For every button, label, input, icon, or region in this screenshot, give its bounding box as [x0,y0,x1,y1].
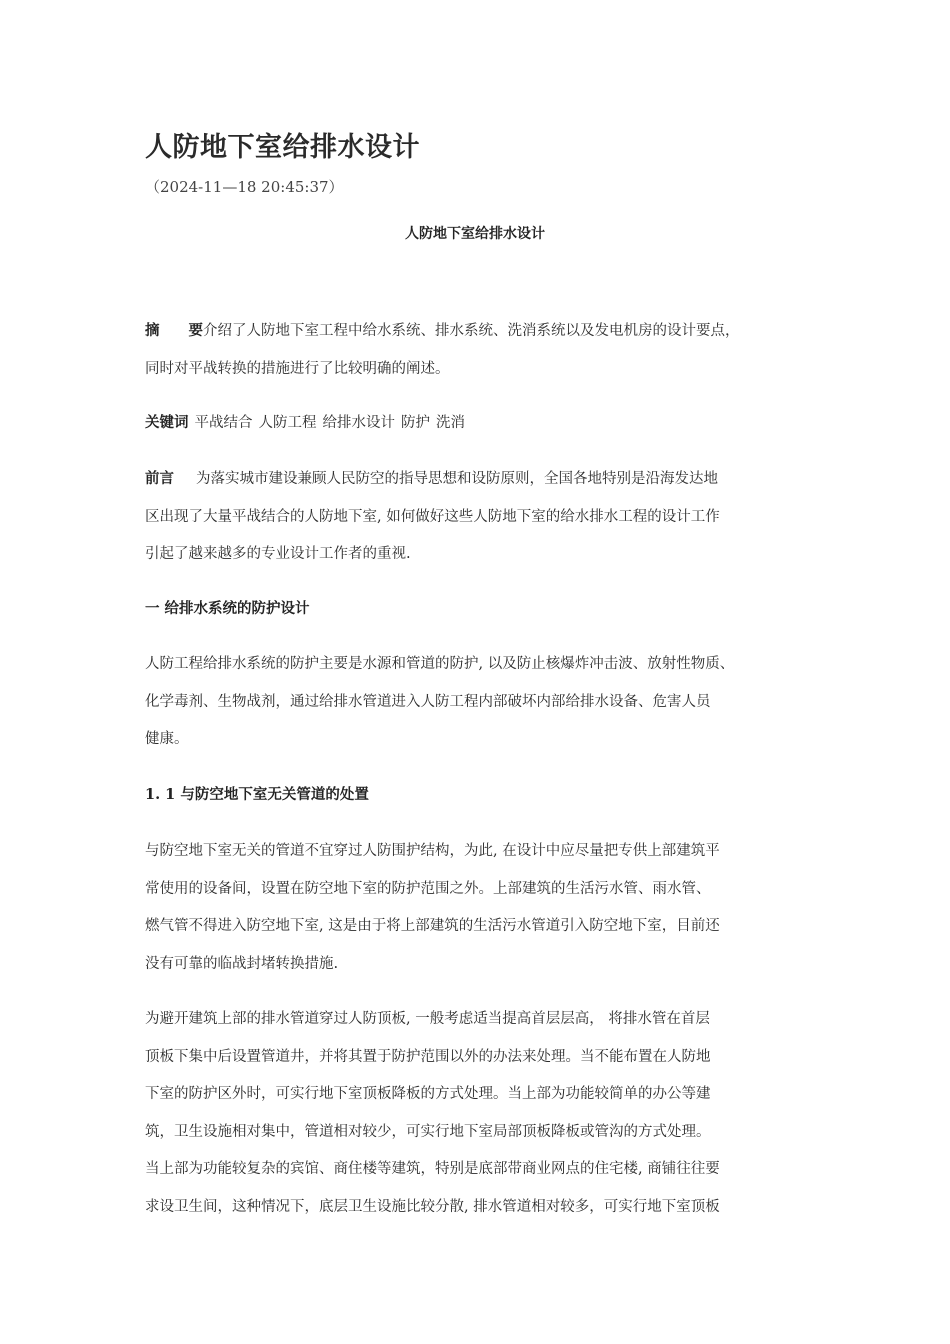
paragraph-line: 健康。 [145,731,189,747]
paragraph-line: 化学毒剂、生物战剂，通过给排水管道进入人防工程内部破坏内部给排水设备、危害人员 [145,693,711,710]
subsection-heading: 1. 1 与防空地下室无关管道的处置 [145,786,369,803]
abstract-line [145,312,817,351]
paragraph-line: 人防工程给排水系统的防护主要是水源和管道的防护, 以及防止核爆炸冲击波、放射性物质、 [145,656,735,672]
publish-timestamp: （2024-11—18 20:45:37） [145,178,344,196]
paragraph-line: 为避开建筑上部的排水管道穿过人防顶板, 一般考虑适当提高首层层高， 将排水管在首层 [145,1011,710,1027]
paragraph-line: 求设卫生间，这种情况下，底层卫生设施比较分散, 排水管道相对较多，可实行地下室顶板 [145,1198,720,1215]
abstract-label: 摘 要 [145,322,203,339]
section-heading: 一 给排水系统的防护设计 [145,600,310,617]
section11-paragraph-2 [145,1001,817,1226]
keywords-line [145,404,817,443]
paragraph-line: 常使用的设备间，设置在防空地下室的防护范围之外。上部建筑的生活污水管、雨水管、 [145,880,711,897]
paragraph-line: 与防空地下室无关的管道不宜穿过人防围护结构，为此, 在设计中应尽量把专供上部建筑平 [145,843,720,859]
keyword: 平战结合 [194,415,253,431]
abstract-paragraph [145,312,817,388]
paragraph-line: 没有可靠的临战封堵转换措施. [145,955,339,972]
keyword: 洗消 [436,415,465,431]
keywords-paragraph [145,404,817,443]
preface-line: 引起了越来越多的专业设计工作者的重视. [145,546,411,562]
keyword: 给排水设计 [322,415,395,431]
paragraph-line: 当上部为功能较复杂的宾馆、商住楼等建筑，特别是底部带商业网点的住宅楼, 商铺往往要 [145,1161,720,1177]
keywords-label: 关键词 [145,414,189,431]
keyword: 防护 [401,415,430,431]
abstract-line: 同时对平战转换的措施进行了比较明确的阐述。 [145,360,450,377]
page-title: 人防地下室给排水设计 [145,132,420,163]
section11-paragraph-1 [145,833,817,983]
preface-line: 区出现了大量平战结合的人防地下室, 如何做好这些人防地下室的给水排水工程的设计工作 [145,508,720,525]
paragraph-line: 燃气管不得进入防空地下室, 这是由于将上部建筑的生活污水管道引入防空地下室，目前还 [145,918,720,934]
section1-paragraph [145,646,817,759]
paragraph-line: 顶板下集中后设置管道井，并将其置于防护范围以外的办法来处理。当不能布置在人防地 [145,1048,711,1065]
paragraph-line: 下室的防护区外时，可实行地下室顶板降板的方式处理。当上部为功能较简单的办公等建 [145,1086,711,1102]
preface-text: 为落实城市建设兼顾人民防空的指导思想和设防原则，全国各地特别是沿海发达地 [196,471,718,487]
keyword: 人防工程 [258,415,317,431]
article-subtitle: 人防地下室给排水设计 [405,226,545,242]
paragraph-line: 筑，卫生设施相对集中，管道相对较少，可实行地下室局部顶板降板或管沟的方式处理。 [145,1123,711,1140]
abstract-text: 介绍了人防地下室工程中给水系统、排水系统、洗消系统以及发电机房的设计要点， [203,323,740,339]
preface-label: 前言 [145,470,174,487]
preface-paragraph [145,460,817,574]
preface-line [145,460,817,499]
